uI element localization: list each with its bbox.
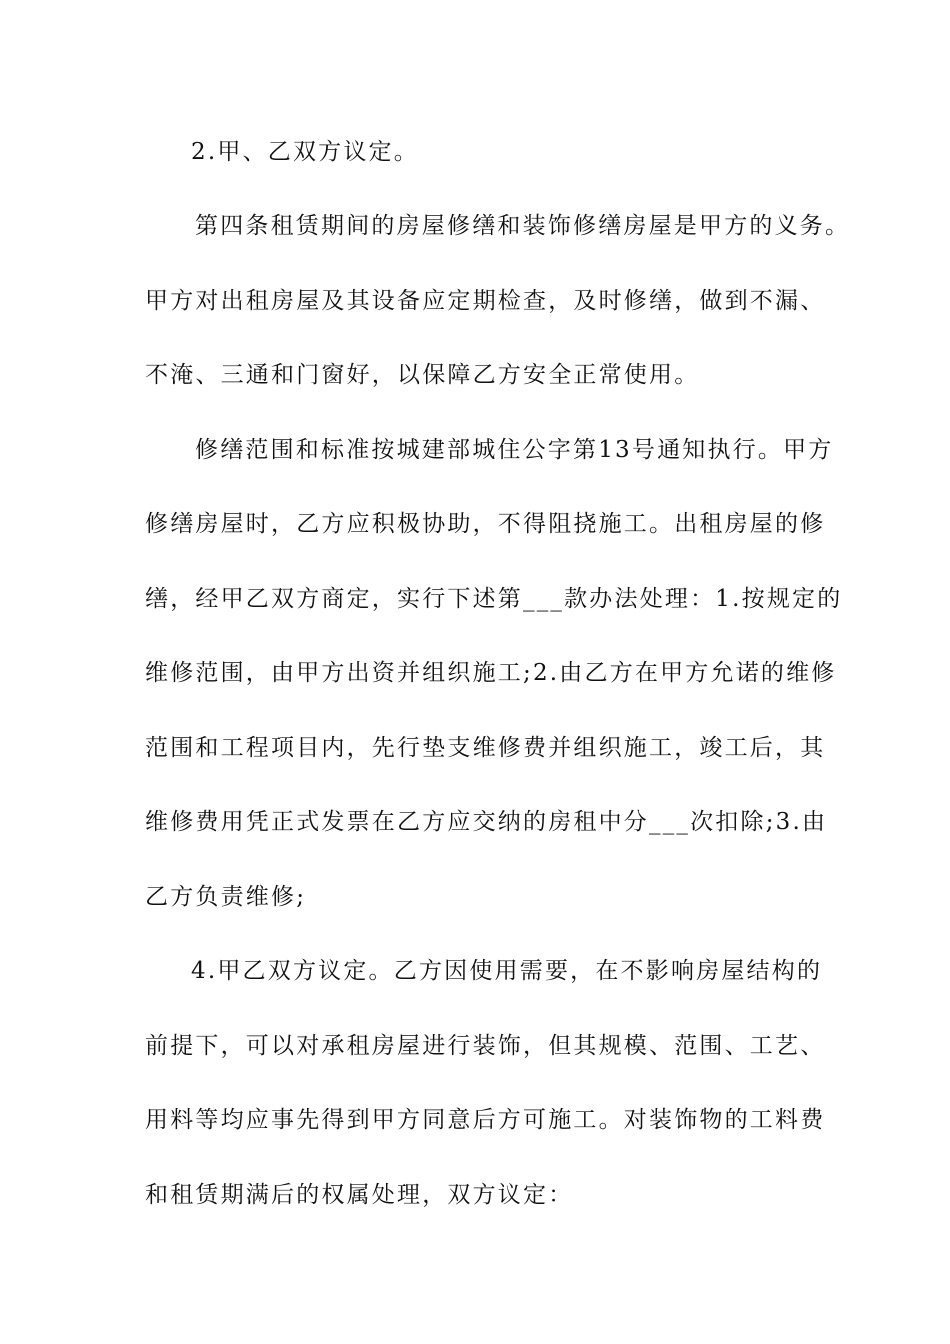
- text-line: 第四条租赁期间的房屋修缮和装饰修缮房屋是甲方的义务。: [195, 213, 851, 239]
- text-line: 修缮范围和标准按城建部城住公字第13号通知执行。甲方: [195, 437, 834, 463]
- text-line: 缮，经甲乙双方商定，实行下述第___款办法处理：1.按规定的: [145, 586, 843, 612]
- text-line: 维修范围，由甲方出资并组织施工;2.由乙方在甲方允诺的维修: [145, 660, 837, 686]
- text-line: 前提下，可以对承租房屋进行装饰，但其规模、范围、工艺、: [145, 1033, 826, 1059]
- text-line: 不淹、三通和门窗好，以保障乙方安全正常使用。: [145, 362, 700, 388]
- text-line: 修缮房屋时，乙方应积极协助，不得阻挠施工。出租房屋的修: [145, 511, 826, 537]
- text-line: 维修费用凭正式发票在乙方应交纳的房租中分___次扣除;3.由: [145, 809, 828, 835]
- text-line: 甲方对出租房屋及其设备应定期检查，及时修缮，做到不漏、: [145, 288, 826, 314]
- text-line: 范围和工程项目内，先行垫支维修费并组织施工，竣工后，其: [145, 735, 826, 761]
- text-line: 乙方负责维修;: [145, 884, 307, 910]
- text-line: 用料等均应事先得到甲方同意后方可施工。对装饰物的工料费: [145, 1107, 826, 1133]
- text-line: 2.甲、乙双方议定。: [191, 139, 419, 165]
- text-line: 4.甲乙双方议定。乙方因使用需要，在不影响房屋结构的: [191, 958, 823, 984]
- text-line: 和租赁期满后的权属处理，双方议定：: [145, 1182, 574, 1208]
